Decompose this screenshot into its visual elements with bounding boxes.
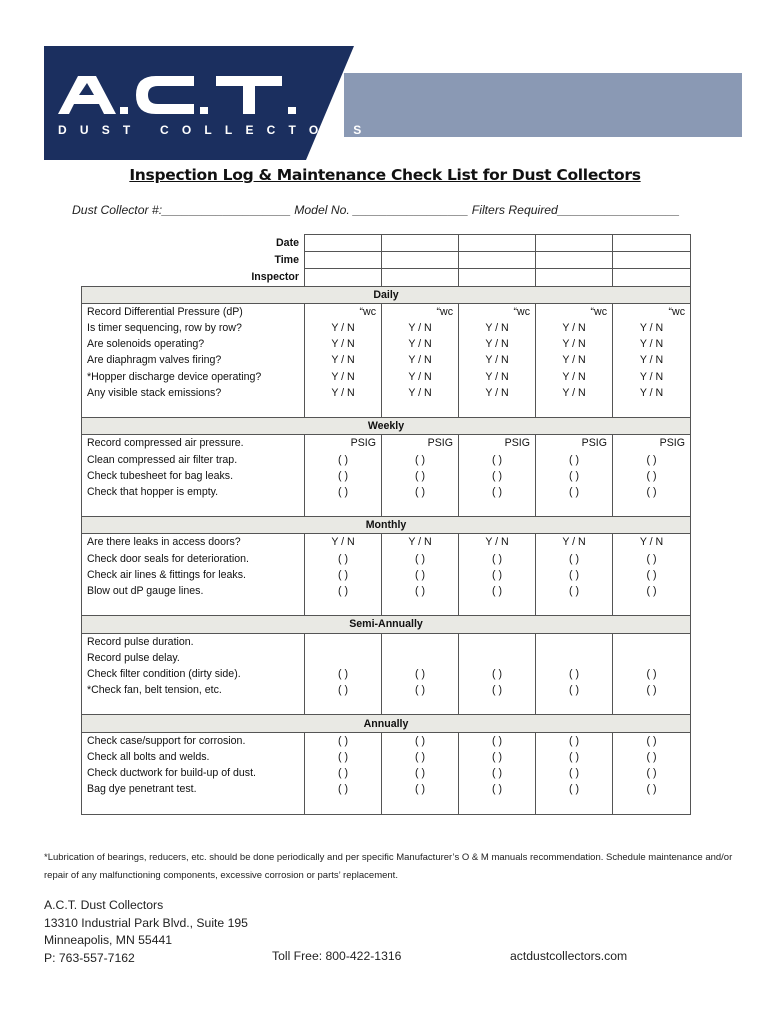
check-cell[interactable]: ( ) (536, 484, 613, 500)
street-address: 13310 Industrial Park Blvd., Suite 195 (44, 915, 248, 930)
checklist-row (82, 468, 691, 484)
section-title: Annually (82, 715, 691, 732)
task-label: Any visible stack emissions? (82, 385, 305, 401)
check-cell[interactable] (613, 401, 691, 418)
check-cell[interactable]: ( ) (305, 666, 382, 682)
check-cell[interactable]: Y / N (613, 534, 691, 551)
check-cell[interactable]: Y / N (305, 336, 382, 352)
checklist-row (82, 385, 691, 401)
check-cell[interactable]: “wc (459, 303, 536, 320)
check-cell[interactable]: ( ) (459, 484, 536, 500)
check-cell[interactable]: ( ) (305, 451, 382, 467)
checklist-row (82, 336, 691, 352)
check-cell[interactable] (613, 599, 691, 616)
entry-cell[interactable] (382, 235, 459, 252)
check-cell[interactable] (305, 650, 382, 666)
check-cell[interactable] (305, 698, 382, 715)
check-cell[interactable]: ( ) (459, 749, 536, 765)
checklist-row (82, 320, 691, 336)
check-cell[interactable]: ( ) (305, 567, 382, 583)
check-cell[interactable] (382, 797, 459, 814)
task-label: Bag dye penetrant test. (82, 781, 305, 797)
city-state-zip: Minneapolis, MN 55441 (44, 933, 173, 947)
checklist-row (82, 633, 691, 650)
check-cell[interactable]: ( ) (382, 682, 459, 698)
task-label (82, 599, 305, 616)
task-label: Are diaphragm valves firing? (82, 352, 305, 368)
check-cell[interactable] (382, 650, 459, 666)
check-cell[interactable]: ( ) (382, 468, 459, 484)
task-label: Record Differential Pressure (dP) (82, 303, 305, 320)
check-cell[interactable] (613, 698, 691, 715)
lubrication-footnote: *Lubrication of bearings, reducers, etc. should be done periodically and per specific Manufacturer’s O & M manuals recommendation. Schedule maintenance and/or repair of any malfunctioning components, excessive corrosion or parts’ replacement. (44, 852, 733, 881)
checklist-row (82, 765, 691, 781)
checklist-row (82, 732, 691, 749)
website-link[interactable]: actdustcollectors.com (510, 949, 628, 963)
check-cell[interactable]: Y / N (305, 369, 382, 385)
check-cell[interactable] (613, 650, 691, 666)
check-cell[interactable]: ( ) (305, 551, 382, 567)
checklist-row (82, 352, 691, 368)
check-cell[interactable]: ( ) (305, 484, 382, 500)
entry-cell[interactable] (305, 235, 382, 252)
check-cell[interactable]: ( ) (382, 551, 459, 567)
check-cell[interactable]: ( ) (459, 732, 536, 749)
check-cell[interactable]: ( ) (382, 781, 459, 797)
checklist-row (82, 484, 691, 500)
check-cell[interactable]: “wc (382, 303, 459, 320)
toll-free-number: Toll Free: 800-422-1316 (272, 949, 402, 963)
task-label (82, 797, 305, 814)
check-cell[interactable] (305, 401, 382, 418)
section-header-row (82, 616, 691, 633)
section-header-row (82, 517, 691, 534)
check-cell[interactable]: Y / N (459, 352, 536, 368)
section-title: Monthly (82, 517, 691, 534)
check-cell[interactable] (536, 698, 613, 715)
checklist-row (82, 567, 691, 583)
check-cell[interactable] (459, 599, 536, 616)
banner-stripe (344, 73, 742, 137)
check-cell[interactable] (536, 633, 613, 650)
check-cell[interactable] (536, 500, 613, 517)
check-cell[interactable]: ( ) (536, 765, 613, 781)
check-cell[interactable]: Y / N (459, 385, 536, 401)
phone-number: P: 763-557-7162 (44, 950, 135, 965)
checklist-row (82, 749, 691, 765)
check-cell[interactable] (536, 650, 613, 666)
check-cell[interactable] (459, 633, 536, 650)
check-cell[interactable]: Y / N (613, 320, 691, 336)
checklist-row (82, 500, 691, 517)
check-cell[interactable]: Y / N (459, 320, 536, 336)
header-row (82, 252, 691, 269)
checklist-row (82, 303, 691, 320)
section-header-row (82, 286, 691, 303)
check-cell[interactable]: ( ) (459, 583, 536, 599)
entry-cell[interactable] (382, 269, 459, 286)
task-label: Check that hopper is empty. (82, 484, 305, 500)
check-cell[interactable]: Y / N (382, 534, 459, 551)
check-cell[interactable]: ( ) (382, 567, 459, 583)
company-address (44, 897, 248, 967)
check-cell[interactable] (459, 650, 536, 666)
check-cell[interactable]: ( ) (459, 682, 536, 698)
check-cell[interactable]: PSIG (613, 435, 691, 452)
check-cell[interactable]: Y / N (536, 369, 613, 385)
checklist-row (82, 534, 691, 551)
check-cell[interactable]: “wc (536, 303, 613, 320)
task-label (82, 401, 305, 418)
checklist-row (82, 698, 691, 715)
check-cell[interactable]: ( ) (536, 666, 613, 682)
check-cell[interactable]: ( ) (536, 583, 613, 599)
check-cell[interactable]: Y / N (382, 352, 459, 368)
entry-cell[interactable] (613, 235, 691, 252)
check-cell[interactable]: ( ) (613, 484, 691, 500)
check-cell[interactable]: ( ) (459, 468, 536, 484)
check-cell[interactable]: ( ) (382, 451, 459, 467)
check-cell[interactable]: Y / N (536, 352, 613, 368)
entry-cell[interactable] (382, 252, 459, 269)
check-cell[interactable]: ( ) (305, 749, 382, 765)
check-cell[interactable]: ( ) (459, 567, 536, 583)
check-cell[interactable]: ( ) (613, 468, 691, 484)
checklist-row (82, 797, 691, 814)
task-label: *Hopper discharge device operating? (82, 369, 305, 385)
check-cell[interactable]: ( ) (459, 666, 536, 682)
check-cell[interactable] (459, 500, 536, 517)
task-label: Check tubesheet for bag leaks. (82, 468, 305, 484)
checklist-row (82, 650, 691, 666)
entry-cell[interactable] (613, 252, 691, 269)
task-label: Record pulse duration. (82, 633, 305, 650)
check-cell[interactable]: ( ) (305, 732, 382, 749)
check-cell[interactable] (536, 797, 613, 814)
check-cell[interactable]: ( ) (382, 732, 459, 749)
check-cell[interactable]: ( ) (613, 682, 691, 698)
check-cell[interactable]: ( ) (536, 682, 613, 698)
check-cell[interactable]: ( ) (613, 732, 691, 749)
task-label: Check air lines & fittings for leaks. (82, 567, 305, 583)
task-label: Are solenoids operating? (82, 336, 305, 352)
checklist-row (82, 682, 691, 698)
check-cell[interactable]: ( ) (613, 583, 691, 599)
entry-cell[interactable] (459, 235, 536, 252)
check-cell[interactable] (459, 797, 536, 814)
check-cell[interactable] (382, 599, 459, 616)
checklist-row (82, 599, 691, 616)
check-cell[interactable] (613, 500, 691, 517)
check-cell[interactable]: ( ) (536, 732, 613, 749)
check-cell[interactable]: ( ) (613, 781, 691, 797)
check-cell[interactable]: ( ) (613, 567, 691, 583)
check-cell[interactable] (305, 500, 382, 517)
check-cell[interactable]: ( ) (613, 551, 691, 567)
check-cell[interactable]: ( ) (613, 749, 691, 765)
check-cell[interactable]: Y / N (613, 352, 691, 368)
check-cell[interactable]: “wc (613, 303, 691, 320)
check-cell[interactable]: ( ) (613, 765, 691, 781)
check-cell[interactable]: Y / N (305, 385, 382, 401)
check-cell[interactable]: ( ) (459, 451, 536, 467)
check-cell[interactable]: PSIG (305, 435, 382, 452)
check-cell[interactable] (305, 797, 382, 814)
task-label: Check all bolts and welds. (82, 749, 305, 765)
checklist-row (82, 435, 691, 452)
check-cell[interactable]: ( ) (536, 468, 613, 484)
check-cell[interactable]: ( ) (613, 451, 691, 467)
check-cell[interactable]: Y / N (536, 336, 613, 352)
task-label (82, 500, 305, 517)
inspection-checklist-table (81, 234, 691, 815)
check-cell[interactable]: Y / N (536, 534, 613, 551)
check-cell[interactable] (382, 698, 459, 715)
check-cell[interactable]: ( ) (305, 682, 382, 698)
check-cell[interactable]: PSIG (536, 435, 613, 452)
check-cell[interactable]: Y / N (459, 369, 536, 385)
header-label: Date (276, 237, 299, 250)
check-cell[interactable]: Y / N (613, 369, 691, 385)
check-cell[interactable] (536, 401, 613, 418)
task-label: Blow out dP gauge lines. (82, 583, 305, 599)
check-cell[interactable]: ( ) (382, 484, 459, 500)
check-cell[interactable]: ( ) (536, 781, 613, 797)
task-label: Check case/support for corrosion. (82, 732, 305, 749)
section-title: Weekly (82, 418, 691, 435)
check-cell[interactable]: Y / N (305, 320, 382, 336)
check-cell[interactable] (613, 797, 691, 814)
check-cell[interactable] (536, 599, 613, 616)
check-cell[interactable]: ( ) (305, 765, 382, 781)
check-cell[interactable]: ( ) (459, 765, 536, 781)
check-cell[interactable]: Y / N (382, 336, 459, 352)
check-cell[interactable]: Y / N (382, 369, 459, 385)
entry-cell[interactable] (536, 235, 613, 252)
check-cell[interactable]: ( ) (536, 567, 613, 583)
task-label: Record pulse delay. (82, 650, 305, 666)
entry-cell[interactable] (536, 269, 613, 286)
entry-cell[interactable] (459, 269, 536, 286)
task-label: Check filter condition (dirty side). (82, 666, 305, 682)
check-cell[interactable] (382, 500, 459, 517)
section-header-row (82, 418, 691, 435)
header-label: Inspector (251, 271, 299, 284)
checklist-row (82, 551, 691, 567)
check-cell[interactable]: ( ) (536, 749, 613, 765)
check-cell[interactable]: Y / N (613, 385, 691, 401)
checklist-row (82, 401, 691, 418)
check-cell[interactable]: Y / N (536, 320, 613, 336)
check-cell[interactable]: ( ) (382, 765, 459, 781)
check-cell[interactable]: ( ) (305, 468, 382, 484)
company-logo-banner (44, 46, 742, 160)
check-cell[interactable]: ( ) (459, 781, 536, 797)
check-cell[interactable]: Y / N (459, 336, 536, 352)
logo-tagline: DUST COLLECTORS (58, 123, 375, 137)
header-row (82, 269, 691, 286)
check-cell[interactable]: Y / N (305, 352, 382, 368)
check-cell[interactable] (382, 633, 459, 650)
check-cell[interactable]: ( ) (382, 666, 459, 682)
check-cell[interactable]: ( ) (305, 583, 382, 599)
check-cell[interactable]: ( ) (305, 781, 382, 797)
task-label: *Check fan, belt tension, etc. (82, 682, 305, 698)
header-row (82, 235, 691, 252)
check-cell[interactable]: Y / N (459, 534, 536, 551)
company-name: A.C.T. Dust Collectors (44, 898, 164, 912)
section-title: Daily (82, 286, 691, 303)
check-cell[interactable]: Y / N (613, 336, 691, 352)
entry-cell[interactable] (305, 252, 382, 269)
document-title: Inspection Log & Maintenance Check List for Dust Collectors (129, 166, 641, 184)
section-header-row (82, 715, 691, 732)
check-cell[interactable]: ( ) (459, 551, 536, 567)
entry-cell[interactable] (459, 252, 536, 269)
check-cell[interactable]: Y / N (382, 320, 459, 336)
check-cell[interactable]: Y / N (305, 534, 382, 551)
entry-cell[interactable] (305, 269, 382, 286)
task-label: Clean compressed air filter trap. (82, 451, 305, 467)
entry-cell[interactable] (613, 269, 691, 286)
header-label: Time (274, 254, 299, 267)
check-cell[interactable] (613, 633, 691, 650)
checklist-row (82, 781, 691, 797)
task-label: Are there leaks in access doors? (82, 534, 305, 551)
task-label: Check door seals for deterioration. (82, 551, 305, 567)
checklist-row (82, 369, 691, 385)
section-title: Semi-Annually (82, 616, 691, 633)
checklist-row (82, 583, 691, 599)
check-cell[interactable]: ( ) (613, 666, 691, 682)
checklist-row (82, 451, 691, 467)
check-cell[interactable]: ( ) (382, 749, 459, 765)
task-label: Check ductwork for build-up of dust. (82, 765, 305, 781)
check-cell[interactable]: ( ) (536, 451, 613, 467)
check-cell[interactable]: ( ) (536, 551, 613, 567)
check-cell[interactable]: PSIG (459, 435, 536, 452)
check-cell[interactable] (382, 401, 459, 418)
task-label (82, 698, 305, 715)
check-cell[interactable]: PSIG (382, 435, 459, 452)
collector-info-line: Dust Collector #:___________________ Model No. _________________ Filters Required__________________ (72, 203, 680, 217)
check-cell[interactable] (305, 599, 382, 616)
check-cell[interactable] (305, 633, 382, 650)
task-label: Is timer sequencing, row by row? (82, 320, 305, 336)
check-cell[interactable]: Y / N (536, 385, 613, 401)
checklist-row (82, 666, 691, 682)
check-cell[interactable]: “wc (305, 303, 382, 320)
task-label: Record compressed air pressure. (82, 435, 305, 452)
check-cell[interactable]: ( ) (382, 583, 459, 599)
check-cell[interactable] (459, 401, 536, 418)
entry-cell[interactable] (536, 252, 613, 269)
check-cell[interactable] (459, 698, 536, 715)
check-cell[interactable]: Y / N (382, 385, 459, 401)
